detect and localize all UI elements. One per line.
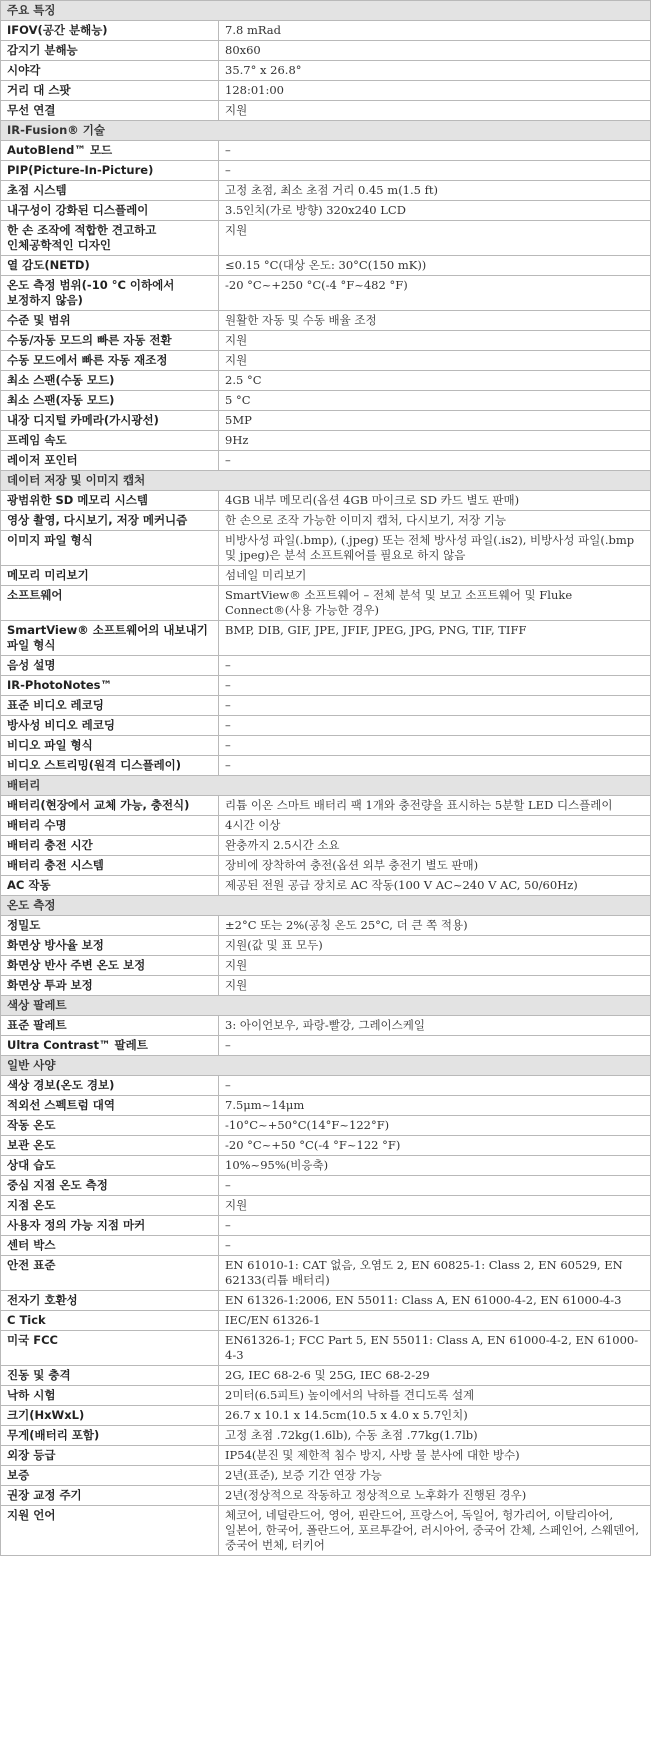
spec-key: 초점 시스템: [1, 181, 219, 201]
section-header-row: [1, 121, 651, 141]
spec-row: [1, 976, 651, 996]
spec-row: [1, 161, 651, 181]
spec-key: 수동 모드에서 빠른 자동 재조정: [1, 351, 219, 371]
spec-row: [1, 1331, 651, 1366]
spec-row: [1, 1156, 651, 1176]
spec-key: 상대 습도: [1, 1156, 219, 1176]
spec-value: 비방사성 파일(.bmp), (.jpeg) 또는 전체 방사성 파일(.is2), 비방사성 파일(.bmp 및 jpeg)은 분석 소프트웨어를 필요로 하지 않음: [219, 531, 651, 566]
spec-row: [1, 1366, 651, 1386]
spec-value: 섬네일 미리보기: [219, 566, 651, 586]
spec-value: 2미터(6.5피트) 높이에서의 낙하를 견디도록 설계: [219, 1386, 651, 1406]
spec-value: 2년(표준), 보증 기간 연장 가능: [219, 1466, 651, 1486]
spec-row: [1, 331, 651, 351]
spec-row: [1, 566, 651, 586]
spec-value: –: [219, 736, 651, 756]
section-title: IR-Fusion® 기술: [1, 121, 651, 141]
spec-row: [1, 1486, 651, 1506]
spec-row: [1, 1236, 651, 1256]
spec-row: [1, 101, 651, 121]
section-title: 데이터 저장 및 이미지 캡처: [1, 471, 651, 491]
spec-row: [1, 21, 651, 41]
spec-row: [1, 736, 651, 756]
spec-table-body: [1, 1, 651, 1556]
spec-row: [1, 1426, 651, 1446]
spec-row: [1, 1216, 651, 1236]
spec-value: –: [219, 1236, 651, 1256]
spec-row: [1, 1176, 651, 1196]
spec-key: 색상 경보(온도 경보): [1, 1076, 219, 1096]
spec-row: [1, 1311, 651, 1331]
spec-row: [1, 201, 651, 221]
spec-row: [1, 1016, 651, 1036]
spec-value: 3: 아이언보우, 파랑-빨강, 그레이스케일: [219, 1016, 651, 1036]
spec-key: 센터 박스: [1, 1236, 219, 1256]
section-header-row: [1, 896, 651, 916]
spec-row: [1, 41, 651, 61]
spec-row: [1, 856, 651, 876]
spec-value: 지원: [219, 956, 651, 976]
section-title: 배터리: [1, 776, 651, 796]
spec-key: 화면상 반사 주변 온도 보정: [1, 956, 219, 976]
spec-key: 전자기 호환성: [1, 1291, 219, 1311]
spec-value: –: [219, 696, 651, 716]
spec-key: 소프트웨어: [1, 586, 219, 621]
spec-key: 내장 디지털 카메라(가시광선): [1, 411, 219, 431]
spec-key: 표준 비디오 레코딩: [1, 696, 219, 716]
spec-value: 10%~95%(비응축): [219, 1156, 651, 1176]
spec-value: 원활한 자동 및 수동 배율 조정: [219, 311, 651, 331]
spec-row: [1, 451, 651, 471]
spec-value: –: [219, 1176, 651, 1196]
spec-value: 지원: [219, 331, 651, 351]
spec-key: 진동 및 충격: [1, 1366, 219, 1386]
spec-value: EN61326-1; FCC Part 5, EN 55011: Class A, EN 61000-4-2, EN 61000-4-3: [219, 1331, 651, 1366]
spec-value: 제공된 전원 공급 장치로 AC 작동(100 V AC~240 V AC, 50/60Hz): [219, 876, 651, 896]
section-header-row: [1, 776, 651, 796]
spec-value: 지원: [219, 976, 651, 996]
spec-row: [1, 61, 651, 81]
spec-value: –: [219, 656, 651, 676]
spec-key: 중심 지점 온도 측정: [1, 1176, 219, 1196]
spec-value: –: [219, 141, 651, 161]
spec-key: 무게(배터리 포함): [1, 1426, 219, 1446]
spec-row: [1, 1116, 651, 1136]
spec-value: 한 손으로 조작 가능한 이미지 캡처, 다시보기, 저장 기능: [219, 511, 651, 531]
spec-key: 표준 팔레트: [1, 1016, 219, 1036]
spec-key: 지점 온도: [1, 1196, 219, 1216]
spec-value: 지원(값 및 표 모두): [219, 936, 651, 956]
spec-row: [1, 696, 651, 716]
spec-key: 내구성이 강화된 디스플레이: [1, 201, 219, 221]
spec-row: [1, 81, 651, 101]
spec-key: 미국 FCC: [1, 1331, 219, 1366]
spec-key: 최소 스팬(수동 모드): [1, 371, 219, 391]
spec-value: –: [219, 1076, 651, 1096]
spec-value: –: [219, 716, 651, 736]
spec-key: 한 손 조작에 적합한 견고하고 인체공학적인 디자인: [1, 221, 219, 256]
spec-row: [1, 916, 651, 936]
spec-value: 2G, IEC 68-2-6 및 25G, IEC 68-2-29: [219, 1366, 651, 1386]
spec-row: [1, 221, 651, 256]
section-title: 온도 측정: [1, 896, 651, 916]
spec-value: 2년(정상적으로 작동하고 정상적으로 노후화가 진행된 경우): [219, 1486, 651, 1506]
spec-row: [1, 256, 651, 276]
spec-value: 4시간 이상: [219, 816, 651, 836]
spec-row: [1, 1136, 651, 1156]
spec-key: 크기(HxWxL): [1, 1406, 219, 1426]
section-title: 색상 팔레트: [1, 996, 651, 1016]
spec-key: SmartView® 소프트웨어의 내보내기 파일 형식: [1, 621, 219, 656]
spec-key: 화면상 투과 보정: [1, 976, 219, 996]
spec-key: 최소 스팬(자동 모드): [1, 391, 219, 411]
spec-row: [1, 1096, 651, 1116]
spec-key: 비디오 파일 형식: [1, 736, 219, 756]
spec-key: IFOV(공간 분해능): [1, 21, 219, 41]
spec-row: [1, 956, 651, 976]
spec-key: 권장 교정 주기: [1, 1486, 219, 1506]
spec-value: IEC/EN 61326-1: [219, 1311, 651, 1331]
spec-value: 80x60: [219, 41, 651, 61]
spec-row: [1, 1076, 651, 1096]
spec-value: BMP, DIB, GIF, JPE, JFIF, JPEG, JPG, PNG, TIF, TIFF: [219, 621, 651, 656]
spec-key: 보증: [1, 1466, 219, 1486]
spec-row: [1, 511, 651, 531]
spec-value: –: [219, 676, 651, 696]
spec-value: IP54(분진 및 제한적 침수 방지, 사방 물 분사에 대한 방수): [219, 1446, 651, 1466]
spec-row: [1, 431, 651, 451]
spec-value: 고정 초점, 최소 초점 거리 0.45 m(1.5 ft): [219, 181, 651, 201]
section-header-row: [1, 1056, 651, 1076]
spec-key: 적외선 스펙트럼 대역: [1, 1096, 219, 1116]
spec-value: ±2°C 또는 2%(공칭 온도 25°C, 더 큰 쪽 적용): [219, 916, 651, 936]
spec-key: 광범위한 SD 메모리 시스템: [1, 491, 219, 511]
spec-value: –: [219, 1216, 651, 1236]
spec-key: AutoBlend™ 모드: [1, 141, 219, 161]
spec-value: 7.5μm~14μm: [219, 1096, 651, 1116]
spec-row: [1, 1466, 651, 1486]
spec-value: -10°C~+50°C(14°F~122°F): [219, 1116, 651, 1136]
spec-key: 보관 온도: [1, 1136, 219, 1156]
spec-key: 거리 대 스팟: [1, 81, 219, 101]
spec-value: 9Hz: [219, 431, 651, 451]
spec-key: 작동 온도: [1, 1116, 219, 1136]
spec-value: 지원: [219, 221, 651, 256]
spec-row: [1, 276, 651, 311]
spec-value: 체코어, 네덜란드어, 영어, 핀란드어, 프랑스어, 독일어, 헝가리어, 이탈리아어, 일본어, 한국어, 폴란드어, 포르투갈어, 러시아어, 중국어 간체, 스페인어, 스웨덴어, 중국어 번체, 터키어: [219, 1506, 651, 1556]
spec-row: [1, 1196, 651, 1216]
spec-row: [1, 816, 651, 836]
spec-value: 26.7 x 10.1 x 14.5cm(10.5 x 4.0 x 5.7인치): [219, 1406, 651, 1426]
spec-value: 지원: [219, 1196, 651, 1216]
spec-value: 장비에 장착하여 충전(옵션 외부 충전기 별도 판매): [219, 856, 651, 876]
spec-key: PIP(Picture-In-Picture): [1, 161, 219, 181]
spec-key: IR-PhotoNotes™: [1, 676, 219, 696]
spec-value: 128:01:00: [219, 81, 651, 101]
spec-key: 시야각: [1, 61, 219, 81]
spec-key: 안전 표준: [1, 1256, 219, 1291]
spec-key: 배터리 충전 시간: [1, 836, 219, 856]
spec-row: [1, 1446, 651, 1466]
spec-value: –: [219, 1036, 651, 1056]
spec-row: [1, 796, 651, 816]
spec-key: 배터리(현장에서 교체 가능, 충전식): [1, 796, 219, 816]
spec-value: 5MP: [219, 411, 651, 431]
spec-key: Ultra Contrast™ 팔레트: [1, 1036, 219, 1056]
section-header-row: [1, 1, 651, 21]
spec-key: 무선 연결: [1, 101, 219, 121]
spec-value: –: [219, 756, 651, 776]
spec-key: 수동/자동 모드의 빠른 자동 전환: [1, 331, 219, 351]
spec-row: [1, 1386, 651, 1406]
spec-row: [1, 531, 651, 566]
spec-key: 프레임 속도: [1, 431, 219, 451]
spec-row: [1, 936, 651, 956]
spec-row: [1, 621, 651, 656]
spec-key: 영상 촬영, 다시보기, 저장 메커니즘: [1, 511, 219, 531]
spec-key: 배터리 충전 시스템: [1, 856, 219, 876]
spec-value: ≤0.15 °C(대상 온도: 30°C(150 mK)): [219, 256, 651, 276]
spec-row: [1, 586, 651, 621]
spec-key: 낙하 시험: [1, 1386, 219, 1406]
spec-key: AC 작동: [1, 876, 219, 896]
spec-value: -20 °C~+50 °C(-4 °F~122 °F): [219, 1136, 651, 1156]
spec-value: SmartView® 소프트웨어 – 전체 분석 및 보고 소프트웨어 및 Fluke Connect®(사용 가능한 경우): [219, 586, 651, 621]
spec-row: [1, 876, 651, 896]
section-title: 주요 특징: [1, 1, 651, 21]
spec-row: [1, 1506, 651, 1556]
spec-key: 방사성 비디오 레코딩: [1, 716, 219, 736]
spec-key: 비디오 스트리밍(원격 디스플레이): [1, 756, 219, 776]
spec-value: EN 61326-1:2006, EN 55011: Class A, EN 61000-4-2, EN 61000-4-3: [219, 1291, 651, 1311]
spec-key: 수준 및 범위: [1, 311, 219, 331]
spec-row: [1, 1406, 651, 1426]
spec-key: 감지기 분해능: [1, 41, 219, 61]
spec-key: 사용자 정의 가능 지점 마커: [1, 1216, 219, 1236]
spec-row: [1, 181, 651, 201]
spec-key: 이미지 파일 형식: [1, 531, 219, 566]
spec-value: 3.5인치(가로 방향) 320x240 LCD: [219, 201, 651, 221]
spec-key: 외장 등급: [1, 1446, 219, 1466]
section-header-row: [1, 996, 651, 1016]
spec-value: 2.5 °C: [219, 371, 651, 391]
spec-value: 4GB 내부 메모리(옵션 4GB 마이크로 SD 카드 별도 판매): [219, 491, 651, 511]
section-title: 일반 사양: [1, 1056, 651, 1076]
spec-value: –: [219, 161, 651, 181]
spec-key: 온도 측정 범위(-10 °C 이하에서 보정하지 않음): [1, 276, 219, 311]
spec-value: 완충까지 2.5시간 소요: [219, 836, 651, 856]
spec-value: 7.8 mRad: [219, 21, 651, 41]
spec-row: [1, 656, 651, 676]
spec-row: [1, 391, 651, 411]
spec-key: 정밀도: [1, 916, 219, 936]
spec-key: 배터리 수명: [1, 816, 219, 836]
spec-value: EN 61010-1: CAT 없음, 오염도 2, EN 60825-1: Class 2, EN 60529, EN 62133(리튬 배터리): [219, 1256, 651, 1291]
spec-row: [1, 371, 651, 391]
spec-value: 리튬 이온 스마트 배터리 팩 1개와 충전량을 표시하는 5분할 LED 디스플레이: [219, 796, 651, 816]
spec-value: 5 °C: [219, 391, 651, 411]
spec-value: 35.7° x 26.8°: [219, 61, 651, 81]
spec-key: 레이저 포인터: [1, 451, 219, 471]
spec-row: [1, 756, 651, 776]
spec-value: 지원: [219, 101, 651, 121]
spec-row: [1, 676, 651, 696]
spec-row: [1, 1036, 651, 1056]
spec-row: [1, 1256, 651, 1291]
spec-row: [1, 351, 651, 371]
spec-row: [1, 1291, 651, 1311]
spec-key: 메모리 미리보기: [1, 566, 219, 586]
spec-key: 열 감도(NETD): [1, 256, 219, 276]
spec-key: 지원 언어: [1, 1506, 219, 1556]
section-header-row: [1, 471, 651, 491]
spec-value: –: [219, 451, 651, 471]
spec-row: [1, 716, 651, 736]
spec-value: 고정 초점 .72kg(1.6lb), 수동 초점 .77kg(1.7lb): [219, 1426, 651, 1446]
spec-key: 화면상 방사율 보정: [1, 936, 219, 956]
spec-key: 음성 설명: [1, 656, 219, 676]
spec-row: [1, 141, 651, 161]
spec-value: 지원: [219, 351, 651, 371]
spec-row: [1, 491, 651, 511]
spec-key: C Tick: [1, 1311, 219, 1331]
spec-row: [1, 311, 651, 331]
spec-value: -20 °C~+250 °C(-4 °F~482 °F): [219, 276, 651, 311]
spec-row: [1, 836, 651, 856]
spec-row: [1, 411, 651, 431]
